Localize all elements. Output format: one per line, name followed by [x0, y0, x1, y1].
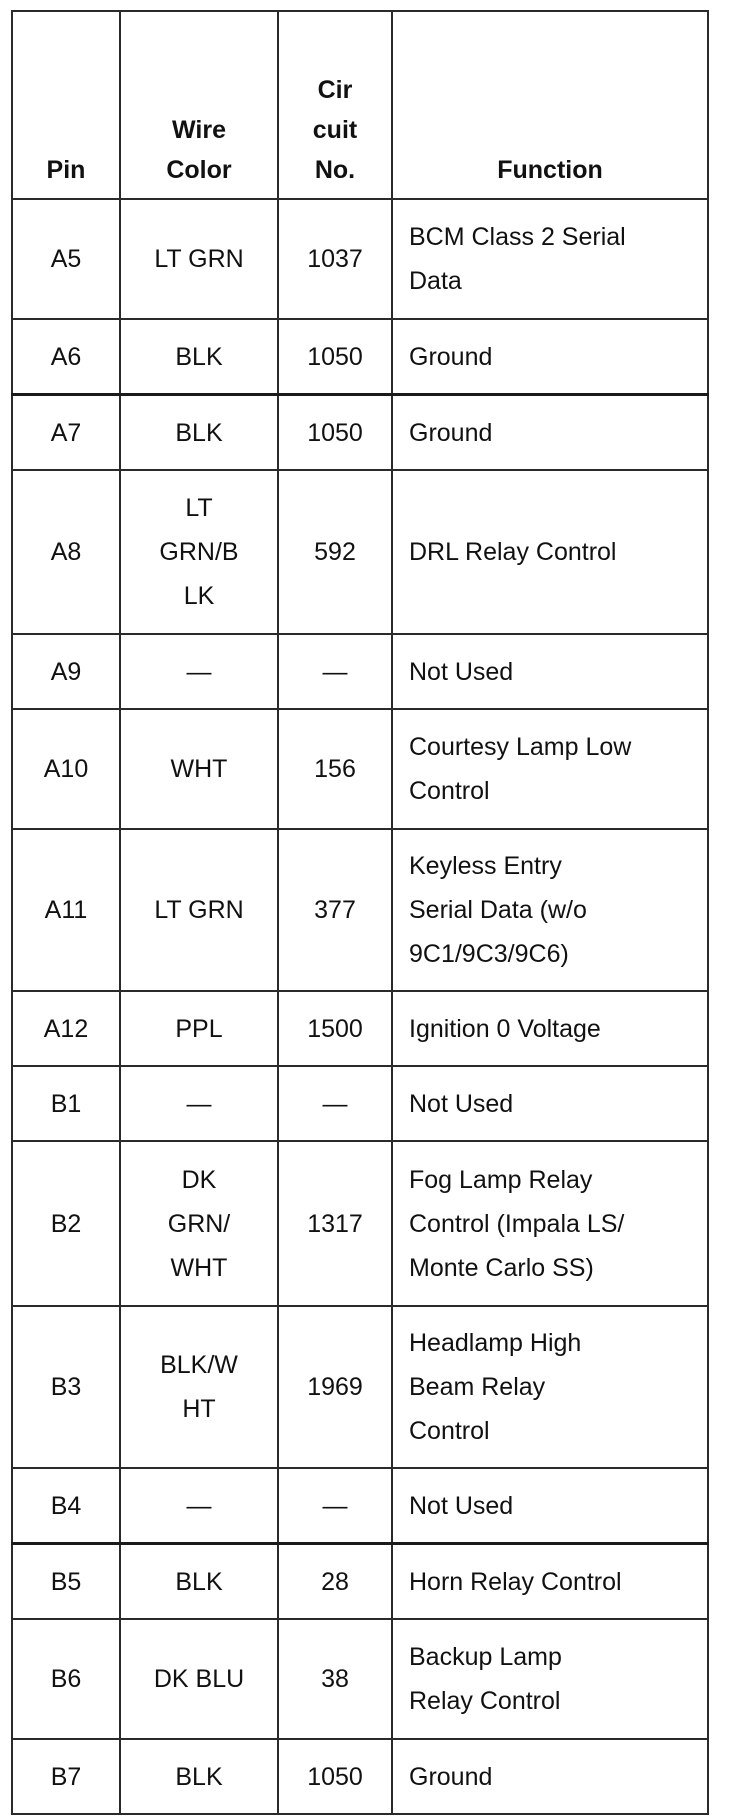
- wire-color-cell: —: [120, 1468, 278, 1544]
- wire-color-cell: DK GRN/ WHT: [120, 1141, 278, 1306]
- wire-color-cell: BLK/W HT: [120, 1306, 278, 1468]
- circuit-cell: 1500: [278, 991, 392, 1066]
- table-row: [12, 1066, 708, 1141]
- wire-color-cell: BLK: [120, 1739, 278, 1814]
- function-cell: BCM Class 2 Serial Data: [392, 199, 708, 319]
- function-cell: Not Used: [392, 634, 708, 709]
- table-row: [12, 829, 708, 991]
- function-cell: Courtesy Lamp Low Control: [392, 709, 708, 829]
- function-cell: Not Used: [392, 1468, 708, 1544]
- circuit-cell: 1050: [278, 1739, 392, 1814]
- circuit-cell: 1037: [278, 199, 392, 319]
- function-cell: Ground: [392, 1739, 708, 1814]
- pin-cell: A9: [12, 634, 120, 709]
- circuit-cell: 1317: [278, 1141, 392, 1306]
- table-row: [12, 1468, 708, 1544]
- wire-color-cell: PPL: [120, 991, 278, 1066]
- wire-color-cell: —: [120, 634, 278, 709]
- pin-cell: A12: [12, 991, 120, 1066]
- circuit-cell: 1050: [278, 319, 392, 395]
- wire-color-cell: BLK: [120, 395, 278, 471]
- header-row: [12, 11, 708, 199]
- table-row: [12, 199, 708, 319]
- circuit-number-header: Cir cuit No.: [278, 11, 392, 199]
- table-row: [12, 470, 708, 634]
- wire-color-header: Wire Color: [120, 11, 278, 199]
- circuit-cell: —: [278, 1066, 392, 1141]
- table-row: [12, 1739, 708, 1814]
- function-cell: Ignition 0 Voltage: [392, 991, 708, 1066]
- pin-cell: B2: [12, 1141, 120, 1306]
- pin-cell: B5: [12, 1544, 120, 1620]
- wire-color-cell: BLK: [120, 1544, 278, 1620]
- circuit-cell: —: [278, 634, 392, 709]
- table-row: [12, 1306, 708, 1468]
- table-row: [12, 709, 708, 829]
- function-cell: Backup Lamp Relay Control: [392, 1619, 708, 1739]
- pin-cell: A7: [12, 395, 120, 471]
- circuit-cell: —: [278, 1468, 392, 1544]
- function-cell: Horn Relay Control: [392, 1544, 708, 1620]
- circuit-cell: 1050: [278, 395, 392, 471]
- wire-color-cell: WHT: [120, 709, 278, 829]
- pin-header: Pin: [12, 11, 120, 199]
- function-cell: Not Used: [392, 1066, 708, 1141]
- pin-cell: A5: [12, 199, 120, 319]
- circuit-cell: 1969: [278, 1306, 392, 1468]
- table-row: [12, 1544, 708, 1620]
- pin-cell: B7: [12, 1739, 120, 1814]
- wire-color-cell: LT GRN/B LK: [120, 470, 278, 634]
- circuit-cell: 377: [278, 829, 392, 991]
- function-cell: Ground: [392, 395, 708, 471]
- wire-color-cell: DK BLU: [120, 1619, 278, 1739]
- pin-cell: A11: [12, 829, 120, 991]
- pin-cell: A10: [12, 709, 120, 829]
- pin-cell: A8: [12, 470, 120, 634]
- table-row: [12, 1619, 708, 1739]
- table-row: [12, 991, 708, 1066]
- table-row: [12, 634, 708, 709]
- function-cell: Keyless Entry Serial Data (w/o 9C1/9C3/9C6): [392, 829, 708, 991]
- table-row: [12, 319, 708, 395]
- wire-color-cell: LT GRN: [120, 199, 278, 319]
- circuit-cell: 38: [278, 1619, 392, 1739]
- pin-cell: A6: [12, 319, 120, 395]
- pin-table: [11, 10, 709, 1815]
- circuit-cell: 156: [278, 709, 392, 829]
- wire-color-cell: BLK: [120, 319, 278, 395]
- wire-color-cell: —: [120, 1066, 278, 1141]
- table-row: [12, 1141, 708, 1306]
- pin-cell: B3: [12, 1306, 120, 1468]
- function-cell: DRL Relay Control: [392, 470, 708, 634]
- function-header: Function: [392, 11, 708, 199]
- function-cell: Fog Lamp Relay Control (Impala LS/ Monte Carlo SS): [392, 1141, 708, 1306]
- function-cell: Ground: [392, 319, 708, 395]
- pin-cell: B4: [12, 1468, 120, 1544]
- circuit-cell: 28: [278, 1544, 392, 1620]
- wire-color-cell: LT GRN: [120, 829, 278, 991]
- circuit-cell: 592: [278, 470, 392, 634]
- pin-cell: B6: [12, 1619, 120, 1739]
- table-row: [12, 395, 708, 471]
- function-cell: Headlamp High Beam Relay Control: [392, 1306, 708, 1468]
- pin-cell: B1: [12, 1066, 120, 1141]
